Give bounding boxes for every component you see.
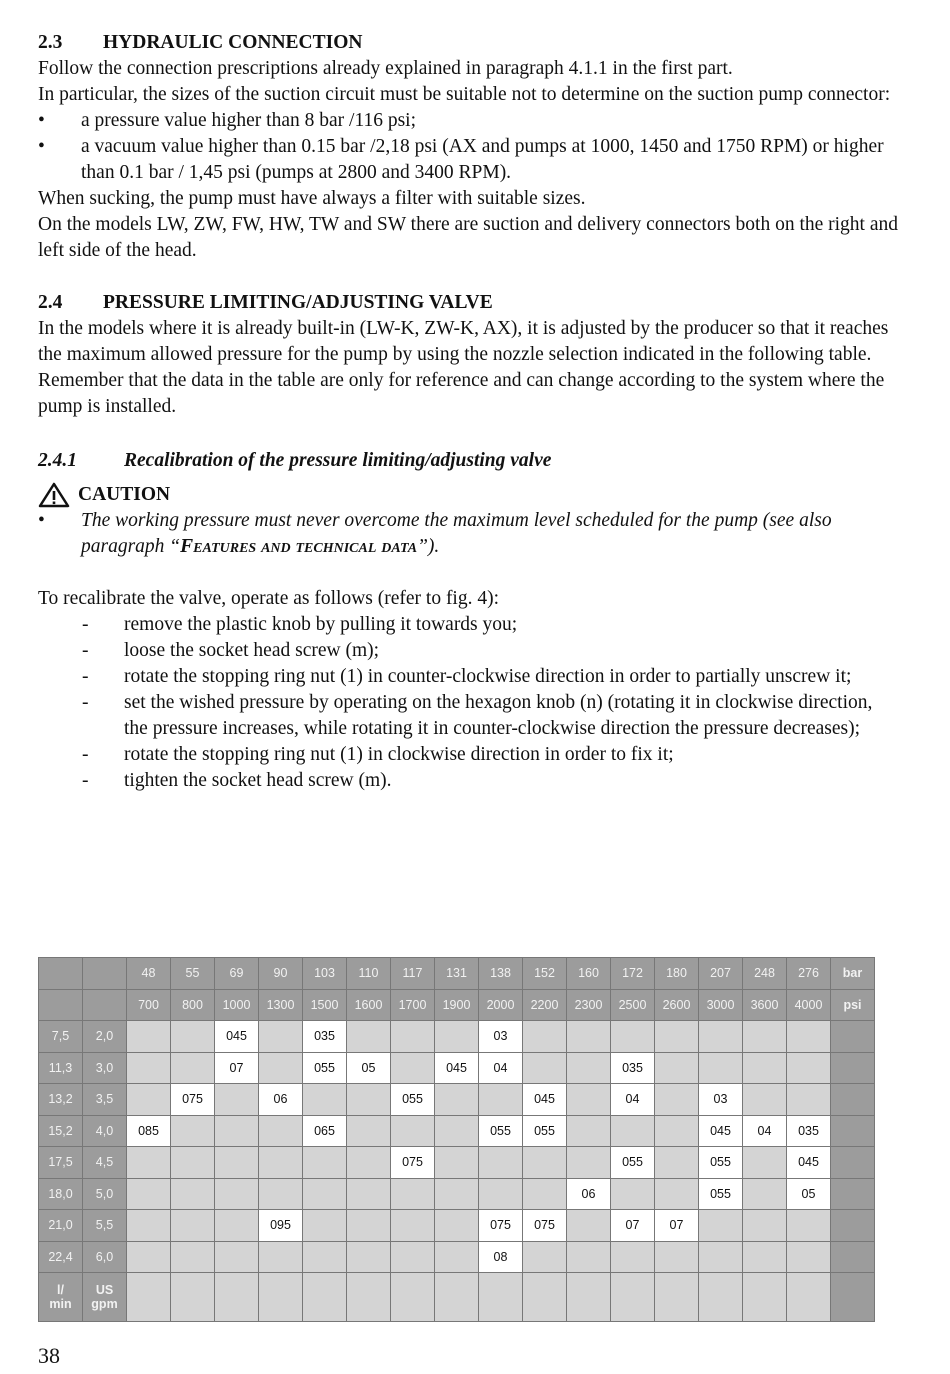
flow-lmin-cell: 22,4 <box>39 1241 83 1273</box>
nozzle-cell <box>171 1147 215 1179</box>
flow-lmin-unit-cell <box>39 1273 83 1322</box>
nozzle-cell <box>787 1084 831 1116</box>
nozzle-cell <box>479 1178 523 1210</box>
bar-header-cell: 90 <box>259 958 303 990</box>
nozzle-cell: 045 <box>215 1021 259 1053</box>
nozzle-cell <box>215 1273 259 1322</box>
nozzle-selection-table <box>38 957 875 1322</box>
nozzle-cell <box>611 1021 655 1053</box>
table-row <box>39 1052 875 1084</box>
nozzle-cell <box>435 1178 479 1210</box>
psi-header-cell: 1900 <box>435 989 479 1021</box>
step-text: rotate the stopping ring nut (1) in clockwise direction in order to fix it; <box>124 744 674 765</box>
nozzle-cell: 055 <box>479 1115 523 1147</box>
nozzle-cell <box>347 1273 391 1322</box>
paragraph: When sucking, the pump must have always a filter with suitable sizes. <box>38 188 586 209</box>
subsection-2-4-1-heading <box>38 448 898 474</box>
psi-header-cell: 2500 <box>611 989 655 1021</box>
nozzle-cell <box>655 1052 699 1084</box>
psi-header-cell: 3000 <box>699 989 743 1021</box>
step-text: remove the plastic knob by pulling it towards you; <box>124 614 518 635</box>
nozzle-cell <box>699 1241 743 1273</box>
nozzle-cell <box>655 1115 699 1147</box>
step-item <box>38 768 898 794</box>
dash-marker: - <box>82 666 89 687</box>
caution-text-a: The working pressure must never overcome the maximum level scheduled for the pump (see also paragraph “ <box>81 510 832 557</box>
nozzle-cell <box>171 1210 215 1242</box>
bar-header-cell: 276 <box>787 958 831 990</box>
nozzle-cell <box>743 1273 787 1322</box>
nozzle-cell <box>611 1115 655 1147</box>
nozzle-cell <box>435 1273 479 1322</box>
step-item <box>38 638 898 664</box>
nozzle-cell <box>567 1210 611 1242</box>
step-item <box>38 690 898 742</box>
page-content <box>38 30 898 794</box>
nozzle-cell <box>479 1084 523 1116</box>
paragraph: In particular, the sizes of the suction circuit must be suitable not to determine on the suction pump connector: <box>38 84 891 105</box>
nozzle-cell <box>303 1147 347 1179</box>
nozzle-cell: 055 <box>523 1115 567 1147</box>
nozzle-cell: 07 <box>611 1210 655 1242</box>
bar-header-cell: 131 <box>435 958 479 990</box>
nozzle-cell: 06 <box>259 1084 303 1116</box>
nozzle-cell <box>567 1273 611 1322</box>
bar-header-cell: 103 <box>303 958 347 990</box>
nozzle-cell <box>259 1021 303 1053</box>
nozzle-cell <box>743 1021 787 1053</box>
nozzle-cell <box>567 1241 611 1273</box>
nozzle-cell: 04 <box>611 1084 655 1116</box>
paragraph: On the models LW, ZW, FW, HW, TW and SW there are suction and delivery connectors both on the right and left side of the head. <box>38 214 898 261</box>
nozzle-cell <box>347 1115 391 1147</box>
nozzle-cell <box>743 1052 787 1084</box>
nozzle-cell <box>259 1273 303 1322</box>
nozzle-cell <box>435 1084 479 1116</box>
nozzle-cell <box>743 1241 787 1273</box>
flow-gpm-cell: 3,0 <box>83 1052 127 1084</box>
nozzle-cell <box>127 1178 171 1210</box>
flow-gpm-cell: 4,0 <box>83 1115 127 1147</box>
unit-line: gpm <box>91 1297 118 1311</box>
nozzle-cell <box>787 1273 831 1322</box>
flow-gpm-unit-cell <box>83 1273 127 1322</box>
nozzle-cell <box>391 1115 435 1147</box>
unit-line: l/ <box>57 1283 64 1297</box>
flow-gpm-cell: 5,5 <box>83 1210 127 1242</box>
nozzle-cell <box>435 1147 479 1179</box>
nozzle-cell <box>391 1273 435 1322</box>
nozzle-cell <box>171 1178 215 1210</box>
nozzle-cell <box>303 1241 347 1273</box>
caution-reference: Features and technical data <box>180 536 418 557</box>
table-row <box>39 1115 875 1147</box>
table-header-psi-row <box>39 989 875 1021</box>
nozzle-cell: 045 <box>435 1052 479 1084</box>
flow-gpm-cell: 5,0 <box>83 1178 127 1210</box>
psi-header-cell: 1000 <box>215 989 259 1021</box>
bullet-icon: • <box>38 110 45 131</box>
flow-lmin-cell: 21,0 <box>39 1210 83 1242</box>
nozzle-cell <box>611 1273 655 1322</box>
nozzle-cell <box>215 1178 259 1210</box>
nozzle-cell: 03 <box>479 1021 523 1053</box>
psi-header-cell: 2200 <box>523 989 567 1021</box>
row-end-cell <box>831 1241 875 1273</box>
nozzle-cell <box>303 1210 347 1242</box>
nozzle-cell <box>743 1084 787 1116</box>
nozzle-cell <box>391 1021 435 1053</box>
nozzle-cell <box>391 1241 435 1273</box>
step-item <box>38 612 898 638</box>
flow-lmin-cell: 17,5 <box>39 1147 83 1179</box>
unit-line: US <box>95 1283 114 1297</box>
paragraph: Follow the connection prescriptions already explained in paragraph 4.1.1 in the first part. <box>38 58 733 79</box>
nozzle-cell <box>215 1115 259 1147</box>
caution-heading <box>38 482 898 508</box>
step-item <box>38 664 898 690</box>
caution-text <box>81 508 898 560</box>
nozzle-cell <box>259 1241 303 1273</box>
nozzle-cell <box>567 1115 611 1147</box>
nozzle-cell <box>127 1021 171 1053</box>
row-end-cell <box>831 1115 875 1147</box>
nozzle-cell <box>479 1147 523 1179</box>
step-text: set the wished pressure by operating on the hexagon knob (n) (rotating it in clockwise direction, the pressure increases, while rotating it in counter-clockwise direction the pressure decreases); <box>124 692 873 739</box>
nozzle-cell <box>787 1021 831 1053</box>
nozzle-cell: 07 <box>215 1052 259 1084</box>
bar-header-cell: 117 <box>391 958 435 990</box>
bar-header-cell: 55 <box>171 958 215 990</box>
nozzle-cell <box>523 1241 567 1273</box>
psi-header-cell: 3600 <box>743 989 787 1021</box>
bullet-item <box>38 134 898 186</box>
psi-header-cell: 800 <box>171 989 215 1021</box>
caution-text-b: ”). <box>417 536 440 557</box>
flow-lmin-cell: 18,0 <box>39 1178 83 1210</box>
page-number: 38 <box>38 1343 60 1368</box>
dash-marker: - <box>82 744 89 765</box>
nozzle-cell <box>523 1052 567 1084</box>
section-2-3-heading <box>38 30 898 56</box>
row-end-cell <box>831 1052 875 1084</box>
header-corner-cell <box>39 989 83 1021</box>
nozzle-cell <box>391 1178 435 1210</box>
table-footer-units-row <box>39 1273 875 1322</box>
psi-header-cell: 2300 <box>567 989 611 1021</box>
nozzle-cell <box>303 1084 347 1116</box>
nozzle-cell <box>787 1241 831 1273</box>
row-end-cell <box>831 1178 875 1210</box>
nozzle-cell: 055 <box>611 1147 655 1179</box>
nozzle-cell <box>435 1021 479 1053</box>
paragraph: Remember that the data in the table are only for reference and can change according to the system where the pump is installed. <box>38 370 885 417</box>
nozzle-cell: 045 <box>699 1115 743 1147</box>
bullet-icon: • <box>38 510 45 531</box>
nozzle-cell <box>259 1178 303 1210</box>
psi-header-cell: 700 <box>127 989 171 1021</box>
recalibration-intro: To recalibrate the valve, operate as follows (refer to fig. 4): <box>38 588 500 609</box>
nozzle-cell: 08 <box>479 1241 523 1273</box>
section-title: HYDRAULIC CONNECTION <box>103 32 363 53</box>
bullet-text: a vacuum value higher than 0.15 bar /2,18 psi (AX and pumps at 1000, 1450 and 1750 RPM) or higher than 0.1 bar / 1,45 psi (pumps at 2800 and 3400 RPM). <box>81 136 884 183</box>
table-row <box>39 1084 875 1116</box>
nozzle-cell <box>347 1210 391 1242</box>
nozzle-cell <box>347 1084 391 1116</box>
bullet-text: a pressure value higher than 8 bar /116 psi; <box>81 110 417 131</box>
nozzle-cell <box>655 1178 699 1210</box>
nozzle-cell: 075 <box>523 1210 567 1242</box>
psi-header-cell: 1700 <box>391 989 435 1021</box>
section-number: 2.3 <box>38 32 63 53</box>
flow-gpm-cell: 4,5 <box>83 1147 127 1179</box>
nozzle-cell: 035 <box>611 1052 655 1084</box>
nozzle-cell <box>435 1115 479 1147</box>
dash-marker: - <box>82 614 89 635</box>
nozzle-cell: 035 <box>303 1021 347 1053</box>
nozzle-cell: 055 <box>391 1084 435 1116</box>
row-end-cell <box>831 1084 875 1116</box>
nozzle-cell <box>787 1210 831 1242</box>
table-header-bar-row <box>39 958 875 990</box>
nozzle-cell <box>215 1147 259 1179</box>
table-row <box>39 1021 875 1053</box>
bar-header-cell: 207 <box>699 958 743 990</box>
nozzle-cell: 035 <box>787 1115 831 1147</box>
nozzle-cell: 055 <box>699 1178 743 1210</box>
nozzle-cell <box>259 1147 303 1179</box>
nozzle-cell <box>743 1147 787 1179</box>
row-end-cell <box>831 1273 875 1322</box>
nozzle-cell: 07 <box>655 1210 699 1242</box>
psi-header-cell: 2600 <box>655 989 699 1021</box>
nozzle-cell: 075 <box>391 1147 435 1179</box>
nozzle-cell <box>171 1052 215 1084</box>
dash-marker: - <box>82 770 89 791</box>
nozzle-cell: 05 <box>347 1052 391 1084</box>
nozzle-cell <box>523 1273 567 1322</box>
nozzle-cell: 05 <box>787 1178 831 1210</box>
section-2-4-heading <box>38 290 898 316</box>
nozzle-cell <box>523 1178 567 1210</box>
nozzle-cell <box>655 1021 699 1053</box>
bar-header-cell: 172 <box>611 958 655 990</box>
bar-header-cell: 180 <box>655 958 699 990</box>
bar-header-cell: 152 <box>523 958 567 990</box>
psi-header-cell: 2000 <box>479 989 523 1021</box>
nozzle-cell: 085 <box>127 1115 171 1147</box>
nozzle-cell <box>127 1084 171 1116</box>
nozzle-cell: 045 <box>787 1147 831 1179</box>
nozzle-cell <box>127 1241 171 1273</box>
bar-unit-cell: bar <box>831 958 875 990</box>
bar-header-cell: 110 <box>347 958 391 990</box>
bar-header-cell: 248 <box>743 958 787 990</box>
caution-bullet <box>38 508 898 560</box>
paragraph: In the models where it is already built-in (LW-K, ZW-K, AX), it is adjusted by the producer so that it reaches the maximum allowed pressure for the pump by using the nozzle selection indicated in the following table. <box>38 318 889 365</box>
step-text: rotate the stopping ring nut (1) in counter-clockwise direction in order to partially unscrew it; <box>124 666 852 687</box>
nozzle-cell: 075 <box>479 1210 523 1242</box>
nozzle-cell: 04 <box>479 1052 523 1084</box>
nozzle-cell <box>127 1052 171 1084</box>
nozzle-cell <box>611 1241 655 1273</box>
nozzle-cell <box>171 1241 215 1273</box>
nozzle-cell <box>171 1021 215 1053</box>
nozzle-cell <box>743 1210 787 1242</box>
nozzle-cell <box>699 1273 743 1322</box>
nozzle-cell <box>259 1115 303 1147</box>
nozzle-cell: 03 <box>699 1084 743 1116</box>
dash-marker: - <box>82 640 89 661</box>
nozzle-cell <box>303 1273 347 1322</box>
psi-header-cell: 4000 <box>787 989 831 1021</box>
section-title: PRESSURE LIMITING/ADJUSTING VALVE <box>103 292 493 313</box>
nozzle-cell <box>303 1178 347 1210</box>
nozzle-cell <box>215 1210 259 1242</box>
nozzle-cell: 045 <box>523 1084 567 1116</box>
row-end-cell <box>831 1210 875 1242</box>
nozzle-cell: 055 <box>303 1052 347 1084</box>
nozzle-cell <box>655 1273 699 1322</box>
nozzle-cell <box>127 1210 171 1242</box>
flow-gpm-cell: 6,0 <box>83 1241 127 1273</box>
row-end-cell <box>831 1021 875 1053</box>
psi-header-cell: 1300 <box>259 989 303 1021</box>
nozzle-cell <box>391 1052 435 1084</box>
psi-unit-cell: psi <box>831 989 875 1021</box>
nozzle-cell <box>523 1021 567 1053</box>
nozzle-cell <box>655 1084 699 1116</box>
nozzle-cell <box>347 1021 391 1053</box>
bar-header-cell: 48 <box>127 958 171 990</box>
table-row <box>39 1210 875 1242</box>
nozzle-cell: 095 <box>259 1210 303 1242</box>
caution-label: CAUTION <box>78 484 171 505</box>
nozzle-cell <box>743 1178 787 1210</box>
bar-header-cell: 138 <box>479 958 523 990</box>
nozzle-cell <box>699 1021 743 1053</box>
psi-header-cell: 1600 <box>347 989 391 1021</box>
nozzle-cell <box>655 1241 699 1273</box>
nozzle-cell: 065 <box>303 1115 347 1147</box>
nozzle-cell <box>699 1210 743 1242</box>
nozzle-cell <box>127 1273 171 1322</box>
subsection-number: 2.4.1 <box>38 450 77 471</box>
nozzle-cell <box>655 1147 699 1179</box>
nozzle-cell <box>787 1052 831 1084</box>
flow-gpm-cell: 3,5 <box>83 1084 127 1116</box>
unit-line: min <box>49 1297 72 1311</box>
nozzle-cell <box>699 1052 743 1084</box>
nozzle-cell <box>567 1084 611 1116</box>
nozzle-cell <box>347 1241 391 1273</box>
dash-marker: - <box>82 692 89 713</box>
flow-lmin-cell: 7,5 <box>39 1021 83 1053</box>
step-item <box>38 742 898 768</box>
nozzle-cell <box>435 1241 479 1273</box>
nozzle-cell <box>215 1241 259 1273</box>
nozzle-cell <box>259 1052 303 1084</box>
step-text: tighten the socket head screw (m). <box>124 770 392 791</box>
nozzle-cell <box>567 1147 611 1179</box>
nozzle-cell <box>567 1052 611 1084</box>
step-text: loose the socket head screw (m); <box>124 640 380 661</box>
warning-triangle-icon <box>38 482 70 508</box>
bullet-item <box>38 108 898 134</box>
table-row <box>39 1147 875 1179</box>
bullet-icon: • <box>38 136 45 157</box>
flow-lmin-cell: 15,2 <box>39 1115 83 1147</box>
nozzle-cell <box>127 1147 171 1179</box>
row-end-cell <box>831 1147 875 1179</box>
flow-lmin-cell: 11,3 <box>39 1052 83 1084</box>
nozzle-cell <box>347 1178 391 1210</box>
nozzle-cell <box>391 1210 435 1242</box>
nozzle-cell <box>435 1210 479 1242</box>
nozzle-cell: 055 <box>699 1147 743 1179</box>
nozzle-cell <box>171 1273 215 1322</box>
nozzle-cell <box>567 1021 611 1053</box>
nozzle-cell <box>347 1147 391 1179</box>
psi-header-cell: 1500 <box>303 989 347 1021</box>
nozzle-cell <box>611 1178 655 1210</box>
table-row <box>39 1178 875 1210</box>
header-corner-cell <box>39 958 83 990</box>
nozzle-cell: 06 <box>567 1178 611 1210</box>
nozzle-cell: 075 <box>171 1084 215 1116</box>
header-corner-cell <box>83 958 127 990</box>
nozzle-cell <box>171 1115 215 1147</box>
nozzle-cell <box>215 1084 259 1116</box>
header-corner-cell <box>83 989 127 1021</box>
subsection-title: Recalibration of the pressure limiting/adjusting valve <box>124 450 552 471</box>
flow-gpm-cell: 2,0 <box>83 1021 127 1053</box>
bar-header-cell: 160 <box>567 958 611 990</box>
flow-lmin-cell: 13,2 <box>39 1084 83 1116</box>
table-row <box>39 1241 875 1273</box>
nozzle-cell <box>479 1273 523 1322</box>
bar-header-cell: 69 <box>215 958 259 990</box>
section-number: 2.4 <box>38 292 63 313</box>
nozzle-cell <box>523 1147 567 1179</box>
nozzle-cell: 04 <box>743 1115 787 1147</box>
